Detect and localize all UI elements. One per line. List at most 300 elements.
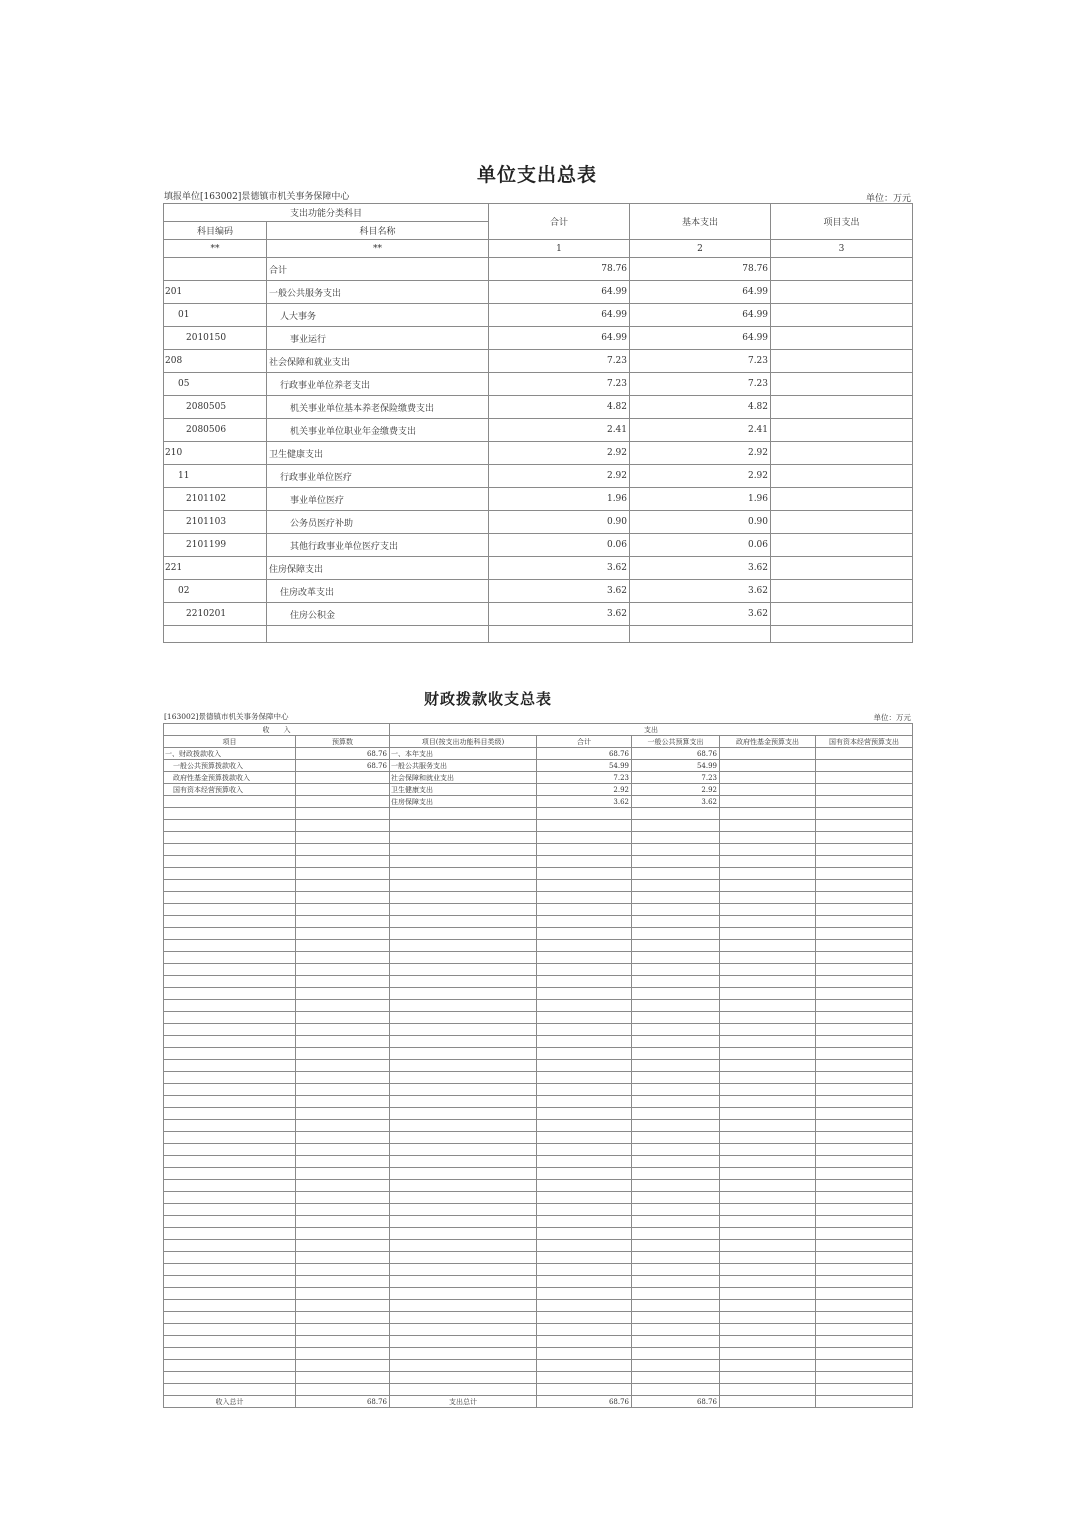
empty-cell — [296, 1096, 390, 1108]
empty-cell — [632, 976, 720, 988]
blank-row — [164, 964, 913, 976]
empty-cell — [720, 952, 816, 964]
empty-cell — [816, 1372, 913, 1384]
empty-cell — [816, 1204, 913, 1216]
table-row — [164, 350, 913, 373]
empty-cell — [720, 988, 816, 1000]
empty-cell — [390, 1384, 537, 1396]
empty-cell — [720, 1204, 816, 1216]
empty-cell — [296, 1072, 390, 1084]
empty-cell — [816, 1384, 913, 1396]
expense-item: 社会保障和就业支出 — [390, 772, 537, 784]
row-total: 2.92 — [489, 465, 630, 488]
empty-cell — [720, 880, 816, 892]
empty-cell — [632, 904, 720, 916]
empty-cell — [164, 1120, 296, 1132]
empty-cell — [720, 1300, 816, 1312]
empty-cell — [720, 844, 816, 856]
empty-cell — [720, 1000, 816, 1012]
row-name: 合计 — [267, 258, 489, 281]
row-basic: 64.99 — [630, 281, 771, 304]
empty-cell — [296, 1216, 390, 1228]
empty-cell — [296, 1300, 390, 1312]
row-code: 2080506 — [164, 419, 267, 442]
empty-cell — [720, 1264, 816, 1276]
empty-cell — [720, 904, 816, 916]
empty-cell — [296, 988, 390, 1000]
header-project: 项目支出 — [771, 204, 913, 240]
empty-cell — [164, 808, 296, 820]
empty-cell — [390, 1240, 537, 1252]
row-code: 208 — [164, 350, 267, 373]
empty-cell — [816, 1276, 913, 1288]
empty-cell — [632, 1360, 720, 1372]
empty-cell — [390, 1324, 537, 1336]
empty-cell — [816, 1360, 913, 1372]
blank-row — [164, 1108, 913, 1120]
empty-cell — [816, 844, 913, 856]
empty-cell — [537, 1072, 632, 1084]
table-row — [164, 304, 913, 327]
empty-cell — [390, 1252, 537, 1264]
empty-cell — [390, 844, 537, 856]
empty-cell — [296, 1060, 390, 1072]
empty-cell — [164, 1108, 296, 1120]
empty-cell — [816, 1192, 913, 1204]
row-code: 11 — [164, 465, 267, 488]
empty-cell — [632, 856, 720, 868]
table-row — [164, 580, 913, 603]
empty-cell — [537, 1324, 632, 1336]
empty-cell — [164, 1084, 296, 1096]
empty-cell — [390, 1000, 537, 1012]
empty-cell — [537, 904, 632, 916]
table-row — [164, 419, 913, 442]
empty-cell — [720, 976, 816, 988]
row-total: 1.96 — [489, 488, 630, 511]
blank-row — [164, 1372, 913, 1384]
empty-cell — [296, 868, 390, 880]
empty-cell — [720, 1012, 816, 1024]
header-code: 科目编码 — [164, 222, 267, 240]
empty-cell — [296, 1084, 390, 1096]
empty-cell — [164, 1144, 296, 1156]
empty-cell — [537, 964, 632, 976]
empty-cell — [632, 1036, 720, 1048]
header-budget: 预算数 — [296, 736, 390, 748]
empty-cell — [164, 916, 296, 928]
empty-cell — [390, 976, 537, 988]
empty-cell — [720, 1240, 816, 1252]
table-row — [164, 488, 913, 511]
empty-cell — [390, 1060, 537, 1072]
empty-cell — [816, 892, 913, 904]
income-value — [296, 784, 390, 796]
empty-cell — [390, 1072, 537, 1084]
empty-cell — [164, 1252, 296, 1264]
empty-cell — [390, 1288, 537, 1300]
empty-cell — [720, 1168, 816, 1180]
empty-cell — [537, 1156, 632, 1168]
empty-cell — [296, 1276, 390, 1288]
empty-cell — [720, 856, 816, 868]
empty-cell — [632, 916, 720, 928]
blank-row — [164, 1204, 913, 1216]
empty-cell — [632, 1012, 720, 1024]
header-idx-basic: 2 — [630, 240, 771, 258]
blank-row — [164, 880, 913, 892]
empty-cell — [720, 1276, 816, 1288]
empty-cell — [632, 868, 720, 880]
income-item — [164, 796, 296, 808]
row-total: 7.23 — [489, 350, 630, 373]
row-total: 78.76 — [489, 258, 630, 281]
empty-cell — [816, 1336, 913, 1348]
row-total: 3.62 — [489, 580, 630, 603]
expense-state — [816, 796, 913, 808]
empty-cell — [296, 904, 390, 916]
empty-cell — [390, 892, 537, 904]
row-basic: 2.92 — [630, 465, 771, 488]
empty-cell — [816, 1036, 913, 1048]
empty-cell — [632, 1324, 720, 1336]
empty-cell — [632, 832, 720, 844]
income-item: 一、财政拨款收入 — [164, 748, 296, 760]
empty-cell — [296, 1000, 390, 1012]
empty-cell — [816, 1156, 913, 1168]
row-basic: 4.82 — [630, 396, 771, 419]
empty-cell — [164, 1360, 296, 1372]
row-name: 人大事务 — [267, 304, 489, 327]
empty-cell — [296, 820, 390, 832]
expense-state-sum — [816, 1396, 913, 1408]
empty-cell — [390, 1096, 537, 1108]
blank-row — [164, 1120, 913, 1132]
empty-cell — [296, 1024, 390, 1036]
row-code: 02 — [164, 580, 267, 603]
empty-cell — [632, 1276, 720, 1288]
row-code — [164, 258, 267, 281]
table-row — [164, 373, 913, 396]
header-general: 一般公共预算支出 — [632, 736, 720, 748]
empty-cell — [720, 1156, 816, 1168]
empty-cell — [816, 1240, 913, 1252]
row-name: 事业单位医疗 — [267, 488, 489, 511]
empty-cell — [816, 1144, 913, 1156]
row-project — [771, 442, 913, 465]
empty-cell — [390, 1180, 537, 1192]
blank-row — [164, 952, 913, 964]
empty-cell — [537, 1264, 632, 1276]
empty-cell — [720, 916, 816, 928]
empty-cell — [632, 1132, 720, 1144]
expenditure-summary-table — [163, 203, 913, 643]
empty-cell — [816, 820, 913, 832]
empty-cell — [632, 1252, 720, 1264]
empty-cell — [632, 1348, 720, 1360]
row-project — [771, 327, 913, 350]
empty-cell — [537, 1048, 632, 1060]
empty-cell — [537, 892, 632, 904]
empty-cell — [390, 1036, 537, 1048]
header-expense: 支出 — [390, 724, 913, 736]
table1-unit-name: 填报单位[163002]景德镇市机关事务保障中心 — [164, 192, 350, 202]
empty-cell — [630, 626, 771, 643]
empty-cell — [296, 844, 390, 856]
empty-cell — [632, 1372, 720, 1384]
empty-cell — [632, 892, 720, 904]
empty-cell — [816, 1324, 913, 1336]
empty-cell — [537, 988, 632, 1000]
empty-cell — [390, 1084, 537, 1096]
income-item: 国有资本经营预算收入 — [164, 784, 296, 796]
empty-cell — [296, 1180, 390, 1192]
row-basic: 0.90 — [630, 511, 771, 534]
empty-cell — [720, 1144, 816, 1156]
expense-total: 68.76 — [537, 748, 632, 760]
expense-item: 一般公共服务支出 — [390, 760, 537, 772]
empty-cell — [164, 1288, 296, 1300]
blank-row — [164, 1384, 913, 1396]
row-name: 住房公积金 — [267, 603, 489, 626]
blank-row — [164, 1060, 913, 1072]
row-project — [771, 419, 913, 442]
empty-cell — [816, 1072, 913, 1084]
empty-cell — [390, 856, 537, 868]
empty-cell — [164, 1300, 296, 1312]
empty-cell — [632, 880, 720, 892]
header-idx-project: 3 — [771, 240, 913, 258]
empty-cell — [632, 952, 720, 964]
empty-cell — [537, 1312, 632, 1324]
empty-cell — [720, 940, 816, 952]
empty-cell — [720, 808, 816, 820]
header-name: 科目名称 — [267, 222, 489, 240]
empty-cell — [296, 1132, 390, 1144]
row-project — [771, 258, 913, 281]
empty-cell — [390, 1168, 537, 1180]
empty-cell — [164, 1132, 296, 1144]
expense-state — [816, 760, 913, 772]
empty-cell — [390, 868, 537, 880]
empty-cell — [296, 1228, 390, 1240]
empty-cell — [390, 904, 537, 916]
expense-total: 54.99 — [537, 760, 632, 772]
empty-cell — [632, 820, 720, 832]
empty-cell — [632, 1228, 720, 1240]
expense-general: 68.76 — [632, 748, 720, 760]
blank-row — [164, 1252, 913, 1264]
empty-cell — [632, 1108, 720, 1120]
empty-cell — [164, 1096, 296, 1108]
blank-row — [164, 1168, 913, 1180]
row-code: 210 — [164, 442, 267, 465]
empty-cell — [390, 1024, 537, 1036]
empty-cell — [390, 1192, 537, 1204]
empty-cell — [164, 1324, 296, 1336]
income-total-label: 收入总计 — [164, 1396, 296, 1408]
empty-cell — [296, 1252, 390, 1264]
empty-cell — [296, 808, 390, 820]
expense-general: 54.99 — [632, 760, 720, 772]
blank-row — [164, 856, 913, 868]
expense-general-sum: 68.76 — [632, 1396, 720, 1408]
empty-cell — [816, 1048, 913, 1060]
blank-row — [164, 1084, 913, 1096]
empty-cell — [632, 1384, 720, 1396]
empty-cell — [632, 1144, 720, 1156]
empty-cell — [771, 626, 913, 643]
empty-cell — [296, 1240, 390, 1252]
empty-cell — [632, 844, 720, 856]
expense-fund — [720, 796, 816, 808]
empty-cell — [164, 1204, 296, 1216]
blank-row — [164, 1012, 913, 1024]
empty-cell — [164, 832, 296, 844]
empty-cell — [816, 940, 913, 952]
table-row — [164, 258, 913, 281]
empty-cell — [816, 928, 913, 940]
row-name: 行政事业单位养老支出 — [267, 373, 489, 396]
empty-cell — [164, 928, 296, 940]
empty-cell — [296, 1156, 390, 1168]
row-basic: 64.99 — [630, 327, 771, 350]
empty-cell — [537, 1180, 632, 1192]
empty-cell — [720, 1348, 816, 1360]
empty-cell — [720, 1216, 816, 1228]
blank-row — [164, 1024, 913, 1036]
empty-cell — [537, 1120, 632, 1132]
empty-cell — [296, 964, 390, 976]
blank-row — [164, 1228, 913, 1240]
empty-cell — [296, 892, 390, 904]
empty-cell — [537, 1024, 632, 1036]
row-total: 2.92 — [489, 442, 630, 465]
empty-cell — [537, 1216, 632, 1228]
row-total: 0.06 — [489, 534, 630, 557]
empty-cell — [632, 808, 720, 820]
empty-cell — [164, 1180, 296, 1192]
empty-cell — [537, 1084, 632, 1096]
blank-row — [164, 1192, 913, 1204]
empty-cell — [296, 1312, 390, 1324]
expense-state — [816, 772, 913, 784]
empty-cell — [164, 1240, 296, 1252]
empty-cell — [296, 880, 390, 892]
header-basic: 基本支出 — [630, 204, 771, 240]
empty-cell — [537, 880, 632, 892]
empty-cell — [390, 1108, 537, 1120]
empty-cell — [164, 1048, 296, 1060]
row-total: 2.41 — [489, 419, 630, 442]
empty-cell — [390, 1204, 537, 1216]
empty-cell — [296, 1288, 390, 1300]
empty-cell — [632, 1084, 720, 1096]
empty-cell — [164, 1060, 296, 1072]
empty-cell — [816, 1180, 913, 1192]
empty-cell — [164, 1384, 296, 1396]
empty-cell — [164, 1216, 296, 1228]
row-project — [771, 350, 913, 373]
empty-cell — [390, 1120, 537, 1132]
empty-cell — [296, 1048, 390, 1060]
empty-cell — [390, 964, 537, 976]
empty-cell — [632, 1192, 720, 1204]
blank-row — [164, 844, 913, 856]
expense-general: 3.62 — [632, 796, 720, 808]
empty-cell — [720, 1192, 816, 1204]
blank-row — [164, 1312, 913, 1324]
blank-row — [164, 1096, 913, 1108]
blank-row — [164, 808, 913, 820]
empty-cell — [296, 976, 390, 988]
empty-cell — [632, 1336, 720, 1348]
row-name: 卫生健康支出 — [267, 442, 489, 465]
empty-cell — [390, 1144, 537, 1156]
blank-row — [164, 1360, 913, 1372]
row-project — [771, 580, 913, 603]
empty-cell — [537, 916, 632, 928]
empty-cell — [537, 1372, 632, 1384]
empty-cell — [720, 868, 816, 880]
empty-cell — [632, 964, 720, 976]
empty-cell — [537, 1228, 632, 1240]
row-total: 64.99 — [489, 281, 630, 304]
table-row — [164, 511, 913, 534]
blank-row — [164, 868, 913, 880]
row-code: 221 — [164, 557, 267, 580]
empty-cell — [296, 1192, 390, 1204]
empty-cell — [720, 964, 816, 976]
empty-cell — [296, 1348, 390, 1360]
blank-row — [164, 1324, 913, 1336]
empty-cell — [632, 1048, 720, 1060]
empty-cell — [816, 1348, 913, 1360]
empty-cell — [537, 820, 632, 832]
table-row — [164, 784, 913, 796]
blank-row — [164, 904, 913, 916]
empty-cell — [720, 1048, 816, 1060]
row-project — [771, 557, 913, 580]
empty-cell — [816, 1024, 913, 1036]
row-total: 3.62 — [489, 557, 630, 580]
blank-row — [164, 1348, 913, 1360]
empty-cell — [537, 1036, 632, 1048]
blank-row — [164, 928, 913, 940]
row-total: 4.82 — [489, 396, 630, 419]
empty-cell — [720, 1096, 816, 1108]
empty-cell — [816, 1012, 913, 1024]
empty-cell — [164, 1168, 296, 1180]
row-name: 住房保障支出 — [267, 557, 489, 580]
empty-cell — [164, 868, 296, 880]
empty-cell — [632, 1168, 720, 1180]
blank-row — [164, 820, 913, 832]
empty-cell — [816, 832, 913, 844]
empty-cell — [720, 1384, 816, 1396]
empty-cell — [632, 1300, 720, 1312]
expense-item: 卫生健康支出 — [390, 784, 537, 796]
empty-cell — [390, 820, 537, 832]
empty-cell — [164, 1228, 296, 1240]
empty-cell — [164, 964, 296, 976]
empty-cell — [720, 1036, 816, 1048]
empty-cell — [720, 820, 816, 832]
row-project — [771, 281, 913, 304]
empty-cell — [537, 844, 632, 856]
empty-cell — [537, 1252, 632, 1264]
row-name: 社会保障和就业支出 — [267, 350, 489, 373]
